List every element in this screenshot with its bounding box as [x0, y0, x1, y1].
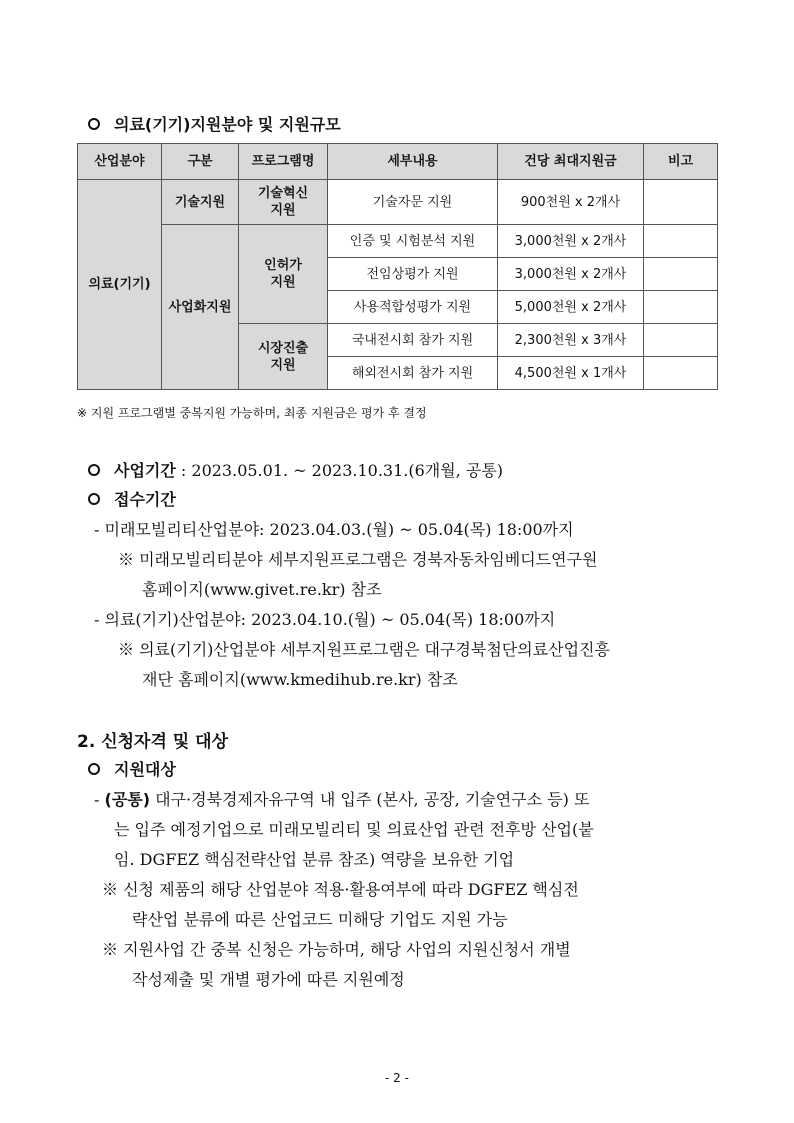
target-note2-l1: ※ 지원사업 간 중복 신청은 가능하며, 해당 사업의 지원신청서 개별: [102, 940, 571, 959]
cell-program-tech: 기술혁신 지원: [239, 180, 328, 225]
cell-note: [644, 291, 718, 324]
reception-note-medical-l2: 재단 홈페이지(www.kmedihub.re.kr) 참조: [142, 670, 458, 689]
section2-title: 2. 신청자격 및 대상: [77, 732, 228, 752]
table-header-row: [78, 144, 718, 180]
reception-note-mobility-l2: 홈페이지(www.givet.re.kr) 참조: [142, 580, 382, 599]
cell-category-biz: 사업화지원: [162, 225, 239, 390]
cell-amount: 3,000천원 x 2개사: [498, 225, 644, 258]
reception-heading: [88, 487, 176, 510]
cell-amount: 3,000천원 x 2개사: [498, 258, 644, 291]
target-heading: [88, 757, 176, 780]
header-detail: 세부내용: [328, 144, 498, 180]
para-common-label: (공통): [104, 790, 151, 809]
cell-detail: 사용적합성평가 지원: [328, 291, 498, 324]
cell-program-market: 시장진출 지원: [239, 324, 328, 390]
cell-detail: 해외전시회 참가 지원: [328, 357, 498, 390]
target-para-l1: [94, 787, 589, 810]
target-note2-l2: 작성제출 및 개별 평가에 따른 지원예정: [132, 970, 405, 989]
cell-category-tech: 기술지원: [162, 180, 239, 225]
header-industry: 산업분야: [78, 144, 162, 180]
cell-amount: 900천원 x 2개사: [498, 180, 644, 225]
reception-note-mobility-l1: ※ 미래모빌리티분야 세부지원프로그램은 경북자동차임베디드연구원: [118, 550, 598, 569]
target-note1-l2: 략산업 분류에 따른 산업코드 미해당 기업도 지원 가능: [132, 910, 508, 929]
cell-note: [644, 225, 718, 258]
table-row: [78, 225, 718, 258]
cell-detail: 기술자문 지원: [328, 180, 498, 225]
reception-item-mobility: - 미래모빌리티산업분야: 2023.04.03.(월) ~ 05.04(목) 18:00까지: [94, 520, 574, 539]
circle-bullet-icon: [88, 763, 100, 775]
cell-note: [644, 180, 718, 225]
cell-detail: 전임상평가 지원: [328, 258, 498, 291]
cell-amount: 2,300천원 x 3개사: [498, 324, 644, 357]
target-note1-l1: ※ 신청 제품의 해당 산업분야 적용·활용여부에 따라 DGFEZ 핵심전: [102, 880, 579, 899]
support-scale-table: [77, 143, 718, 390]
cell-industry: 의료(기기): [78, 180, 162, 390]
header-amount: 건당 최대지원금: [498, 144, 644, 180]
period-line: [88, 458, 503, 481]
page-number: - 2 -: [385, 1071, 409, 1085]
cell-note: [644, 258, 718, 291]
para-dash: -: [94, 790, 105, 809]
target-para-l3: 임. DGFEZ 핵심전략산업 분류 참조) 역량을 보유한 기업: [114, 850, 515, 869]
heading-text: 의료(기기)지원분야 및 지원규모: [114, 115, 341, 134]
reception-note-medical-l1: ※ 의료(기기)산업분야 세부지원프로그램은 대구경북첨단의료산업진흥: [118, 640, 610, 659]
section-heading-support-scale: [88, 112, 341, 135]
circle-bullet-icon: [88, 464, 100, 476]
header-category: 구분: [162, 144, 239, 180]
reception-label: 접수기간: [114, 490, 176, 509]
cell-detail: 국내전시회 참가 지원: [328, 324, 498, 357]
target-para-l2: 는 입주 예정기업으로 미래모빌리티 및 의료산업 관련 전후방 산업(붙: [114, 820, 594, 839]
circle-bullet-icon: [88, 118, 100, 130]
table-footnote: ※ 지원 프로그램별 중복지원 가능하며, 최종 지원금은 평가 후 결정: [77, 406, 427, 420]
circle-bullet-icon: [88, 493, 100, 505]
cell-detail: 인증 및 시험분석 지원: [328, 225, 498, 258]
header-note: 비고: [644, 144, 718, 180]
period-label: 사업기간: [114, 461, 176, 480]
cell-note: [644, 324, 718, 357]
cell-amount: 5,000천원 x 2개사: [498, 291, 644, 324]
cell-program-license: 인허가 지원: [239, 225, 328, 324]
cell-note: [644, 357, 718, 390]
table-row: [78, 180, 718, 225]
target-label: 지원대상: [114, 760, 176, 779]
cell-amount: 4,500천원 x 1개사: [498, 357, 644, 390]
reception-item-medical: - 의료(기기)산업분야: 2023.04.10.(월) ~ 05.04(목) 18:00까지: [94, 610, 556, 629]
header-program: 프로그램명: [239, 144, 328, 180]
para-l1-text: 대구·경북경제자유구역 내 입주 (본사, 공장, 기술연구소 등) 또: [150, 790, 590, 809]
period-value: : 2023.05.01. ~ 2023.10.31.(6개월, 공통): [175, 461, 504, 480]
